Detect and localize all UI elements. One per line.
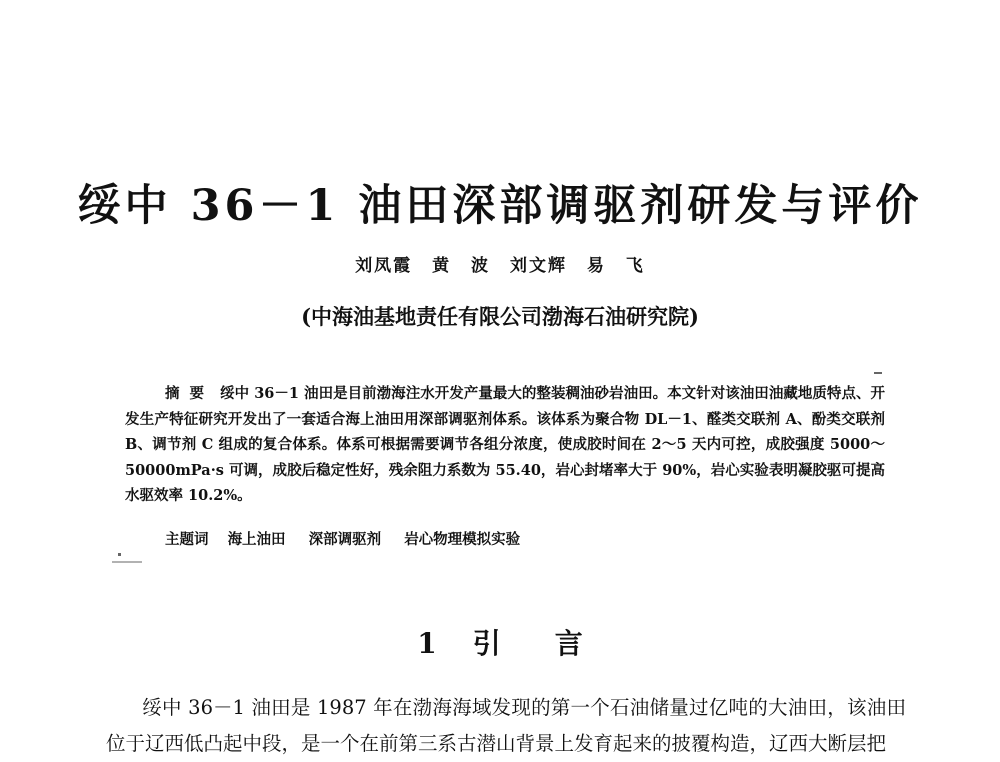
abstract-label: 摘要	[165, 385, 215, 402]
author-name: 刘文辉	[509, 256, 567, 276]
section-number: 1	[417, 627, 437, 660]
scan-speck	[112, 561, 142, 563]
abstract-block	[125, 381, 885, 509]
paragraph-text: 绥中 36－1 油田是 1987 年在渤海海域发现的第一个石油储量过亿吨的大油田，该油田位于辽西低凸起中段，是一个在前第三系古潜山背景上发育起来的披覆构造，辽西大断层把	[106, 696, 906, 755]
paper-title: 绥中 36－1 油田深部调驱剂研发与评价	[77, 181, 923, 231]
author-affiliation: (中海油基地责任有限公司渤海石油研究院)	[301, 304, 699, 329]
author-name: 刘凤霞	[355, 256, 413, 276]
keyword: 海上油田	[227, 531, 286, 548]
author-name: 黄 波	[432, 256, 491, 276]
section-title-char: 引	[472, 627, 501, 660]
section-title-char: 言	[554, 627, 583, 660]
keyword: 深部调驱剂	[308, 531, 382, 548]
scan-speck	[118, 553, 121, 556]
keyword: 岩心物理模拟实验	[404, 531, 521, 548]
abstract-text: 绥中 36－1 油田是目前渤海注水开发产量最大的整装稠油砂岩油田。本文针对该油田油藏地质特点、开发生产特征研究开发出了一套适合海上油田用深部调驱剂体系。该体系为聚合物 DL－1、醛类交联剂 A、酚类交联剂 B、调节剂 C 组成的复合体系。体系可根据需要调节各组分浓度，使成胶时间在 2～5 天内可控，成胶强度 5000～50000mPa·s 可调，成胶后稳定性好，残余阻力系数为 55.40，岩心封堵率大于 90%，岩心实验表明凝胶驱可提高水驱效率 10.2%。	[125, 385, 885, 505]
keywords-line	[165, 528, 538, 552]
keywords-label: 主题词	[165, 531, 209, 548]
section-heading	[0, 626, 1000, 662]
scan-speck	[874, 372, 882, 374]
author-name: 易 飞	[586, 256, 645, 276]
body-paragraph	[106, 690, 906, 762]
author-list	[0, 254, 1000, 278]
